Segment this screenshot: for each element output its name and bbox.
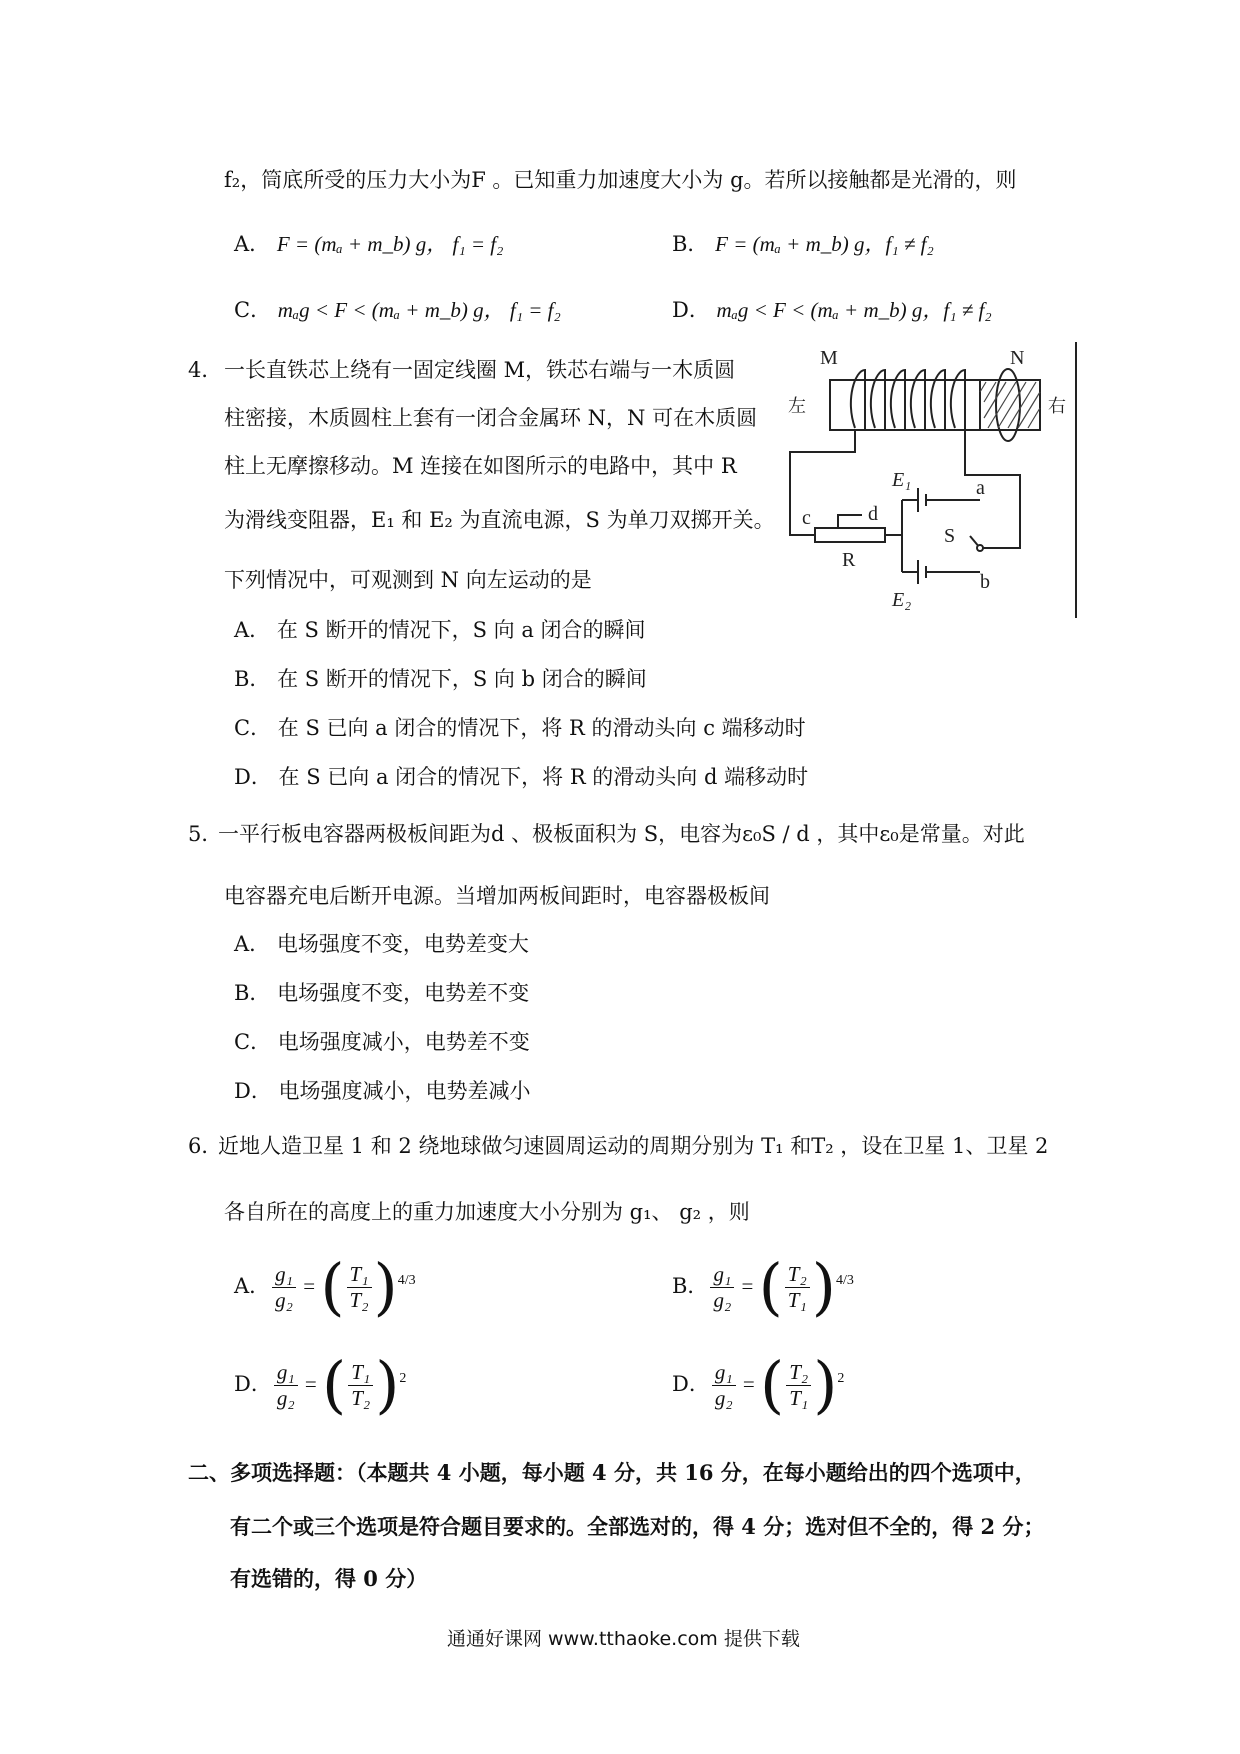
q4-line-4: 为滑线变阻器，E₁ 和 E₂ 为直流电源，S 为单刀双掷开关。 [224, 508, 775, 532]
fraction-rhs: $\frac{\text{T₁}}{\text{T₂}}$ [347, 1262, 372, 1311]
option-label: D． [234, 1079, 272, 1103]
option-text: mₐg < F < (mₐ + m_b) g，f₁ ≠ f₂ [716, 298, 992, 322]
label-b: b [980, 571, 990, 593]
hatch-line [984, 382, 996, 402]
wire-left [790, 430, 855, 535]
option-label: D． [234, 1372, 272, 1397]
fraction-rhs: $\frac{\text{T₁}}{\text{T₂}}$ [348, 1360, 373, 1409]
q6-option-d: D． $\frac{\text{g₁}}{\text{g₂}}$ = ( $\frac{\text{T₂}}{\text{T₁}}$ ) 2 [672, 1348, 845, 1421]
q5-option-a [234, 932, 529, 957]
rheostat-r [815, 528, 885, 542]
q5-option-b [234, 981, 529, 1006]
q4-option-c [234, 716, 806, 741]
exponent: 4/3 [835, 1272, 854, 1288]
exponent: 2 [399, 1370, 407, 1386]
option-label: D． [672, 298, 710, 322]
q4-line-3: 柱上无摩擦移动。M 连接在如图所示的电路中，其中 R [224, 454, 737, 478]
option-label: C． [234, 1030, 272, 1054]
option-label: B． [234, 981, 271, 1005]
section2-line-3: 有选错的，得 0 分） [230, 1566, 428, 1591]
q4-circuit-figure [780, 340, 1080, 620]
q4-number: 4． [188, 358, 223, 382]
q6-number: 6． [188, 1134, 223, 1158]
label-a: a [976, 477, 985, 499]
option-text: F = (mₐ + m_b) g，f₁ ≠ f₂ [715, 232, 934, 256]
q6-option-a: A． $\frac{\text{g₁}}{\text{g₂}}$ = ( $\frac{\text{T₁}}{\text{T₂}}$ ) 4/3 [234, 1250, 416, 1323]
option-text: mₐg < F < (mₐ + m_b) g， f₁ = f₂ [277, 298, 561, 322]
option-label: B． [672, 232, 709, 256]
q3-option-c [234, 298, 561, 323]
q5-number: 5． [188, 822, 223, 846]
q5-line-1: 一平行板电容器两极板间距为d 、极板面积为 S，电容为ε₀S / d ，其中ε₀是常量。对此 [218, 822, 1025, 846]
section2-line-1: 二、多项选择题：（本题共 4 小题，每小题 4 分，共 16 分，在每小题给出的四个选项中， [188, 1460, 1036, 1485]
fraction-lhs: $\frac{\text{g₁}}{\text{g₂}}$ [710, 1262, 734, 1311]
q6-option-b: B． $\frac{\text{g₁}}{\text{g₂}}$ = ( $\frac{\text{T₂}}{\text{T₁}}$ ) 4/3 [672, 1250, 854, 1323]
option-text: 电场强度减小，电势差减小 [278, 1079, 531, 1103]
label-n: N [1010, 347, 1025, 369]
rheostat-slider [838, 515, 862, 528]
option-label: C． [234, 298, 272, 322]
option-text: 在 S 断开的情况下，S 向 b 闭合的瞬间 [277, 667, 647, 691]
exponent: 2 [837, 1370, 845, 1386]
label-r: R [842, 549, 856, 571]
q3-option-b [672, 232, 934, 257]
wire-right [965, 430, 1020, 548]
label-e1: E₁ [892, 469, 912, 491]
label-left: 左 [788, 396, 806, 417]
option-text: 在 S 已向 a 闭合的情况下，将 R 的滑动头向 c 端移动时 [277, 716, 806, 740]
option-text: 电场强度减小，电势差不变 [277, 1030, 530, 1054]
q5-option-d [234, 1079, 531, 1104]
label-m: M [820, 347, 838, 369]
switch-s-pivot [977, 545, 983, 551]
label-d: d [868, 503, 878, 525]
fraction-rhs: $\frac{\text{T₂}}{\text{T₁}}$ [785, 1262, 810, 1311]
page-footer: 通通好课网 www.tthaoke.com 提供下载 [447, 1628, 800, 1650]
q5-line-2: 电容器充电后断开电源。当增加两板间距时，电容器极板间 [224, 884, 770, 908]
hatch-line [1028, 408, 1040, 428]
q4-line-2: 柱密接，木质圆柱上套有一闭合金属环 N，N 可在木质圆 [224, 406, 758, 430]
option-label: D． [234, 765, 272, 789]
option-label: A． [234, 618, 271, 642]
q3-option-d [672, 298, 992, 323]
exponent: 4/3 [397, 1272, 416, 1288]
option-text: 电场强度不变，电势差变大 [276, 932, 529, 956]
q6-option-c: D． $\frac{\text{g₁}}{\text{g₂}}$ = ( $\frac{\text{T₁}}{\text{T₂}}$ ) 2 [234, 1348, 407, 1421]
fraction-rhs: $\frac{\text{T₂}}{\text{T₁}}$ [786, 1360, 811, 1409]
option-label: B． [234, 667, 271, 691]
label-e2: E₂ [892, 589, 912, 611]
option-label: A． [234, 932, 271, 956]
hatch-line [984, 382, 1006, 418]
fraction-lhs: $\frac{\text{g₁}}{\text{g₂}}$ [712, 1360, 736, 1409]
q6-line-1: 近地人造卫星 1 和 2 绕地球做匀速圆周运动的周期分别为 T₁ 和T₂ ，设在卫星 1、卫星 2 [218, 1134, 1049, 1158]
label-right: 右 [1048, 396, 1066, 417]
q3-option-a [234, 232, 503, 257]
option-label: A． [234, 232, 271, 256]
q4-line-1: 一长直铁芯上绕有一固定线圈 M，铁芯右端与一木质圆 [224, 358, 736, 382]
fraction-lhs: $\frac{\text{g₁}}{\text{g₂}}$ [272, 1262, 296, 1311]
q6-line-2: 各自所在的高度上的重力加速度大小分别为 g₁、 g₂ ，则 [224, 1200, 750, 1224]
q4-option-a [234, 618, 646, 643]
fraction-lhs: $\frac{\text{g₁}}{\text{g₂}}$ [274, 1360, 298, 1409]
label-s: S [944, 525, 956, 547]
option-text: 在 S 断开的情况下，S 向 a 闭合的瞬间 [276, 618, 646, 642]
section2-line-2: 有二个或三个选项是符合题目要求的。全部选对的，得 4 分；选对但不全的，得 2 分； [230, 1514, 1045, 1539]
option-label: C． [234, 716, 272, 740]
q4-option-b [234, 667, 647, 692]
option-text: F = (mₐ + m_b) g， f₁ = f₂ [276, 232, 504, 256]
option-text: 电场强度不变，电势差不变 [277, 981, 530, 1005]
option-text: 在 S 已向 a 闭合的情况下，将 R 的滑动头向 d 端移动时 [278, 765, 809, 789]
q4-option-d [234, 765, 808, 790]
label-c: c [802, 507, 811, 529]
q4-line-5: 下列情况中，可观测到 N 向左运动的是 [224, 568, 592, 592]
option-label: A． [234, 1274, 271, 1299]
q3-continuation-line: f₂，筒底所受的压力大小为F 。已知重力加速度大小为 g。若所以接触都是光滑的，则 [224, 168, 1017, 192]
hatch-line [1018, 392, 1040, 428]
q5-option-c [234, 1030, 530, 1055]
option-label: B． [672, 1274, 709, 1299]
option-label: D． [672, 1372, 710, 1397]
